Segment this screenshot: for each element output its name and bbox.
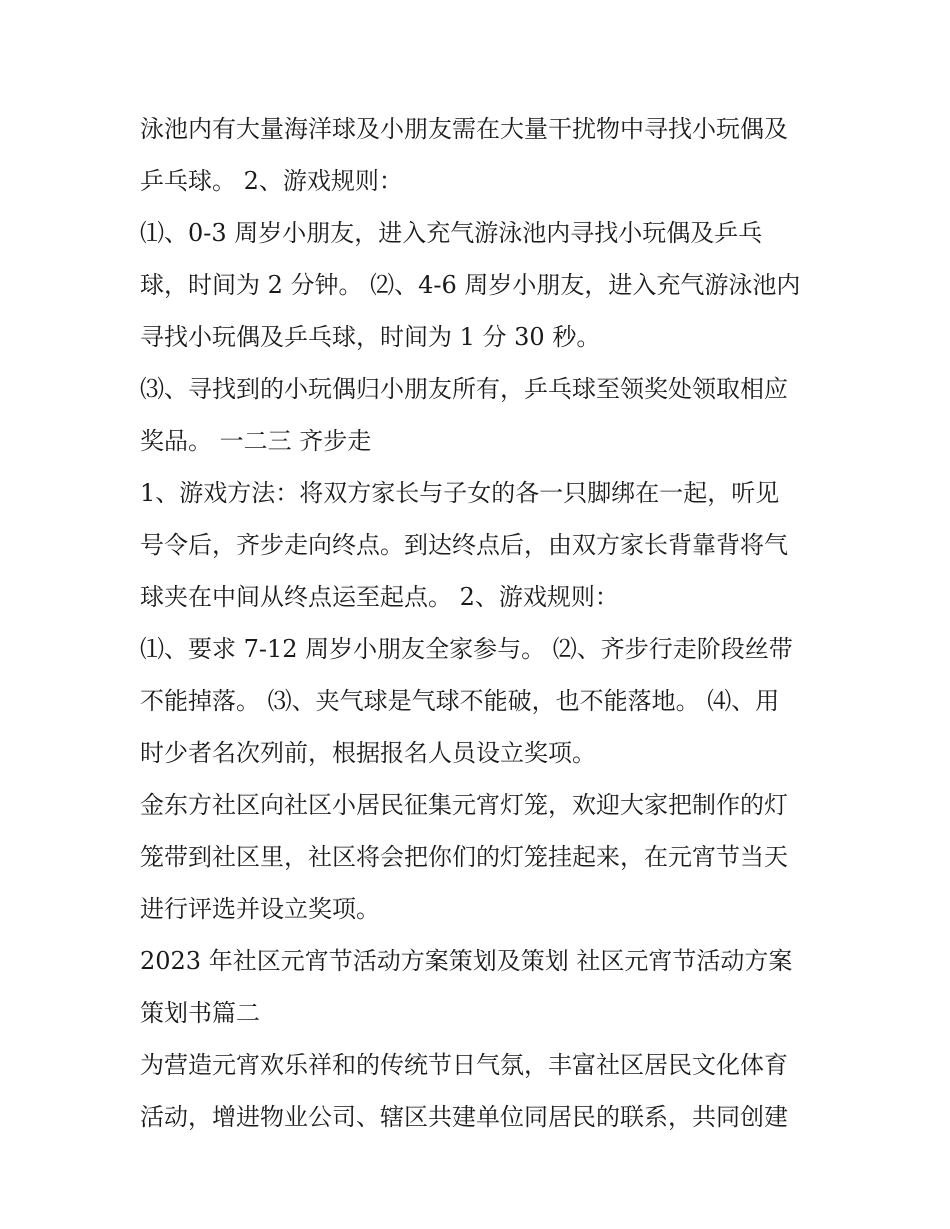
text-line: ⑴、0-3 周岁小朋友，进入充气游泳池内寻找小玩偶及乒乓 [140,219,763,247]
text-line: 进行评选并设立奖项。 [140,895,380,923]
text-line: 时少者名次列前，根据报名人员设立奖项。 [140,739,596,767]
text-line: 策划书篇二 [140,999,260,1027]
text-line: 球，时间为 2 分钟。 ⑵、4-6 周岁小朋友，进入充气游泳池内 [140,271,801,299]
text-line: 为营造元宵欢乐祥和的传统节日气氛，丰富社区居民文化体育 [140,1051,788,1079]
text-line: 金东方社区向社区小居民征集元宵灯笼，欢迎大家把制作的灯 [140,791,788,819]
document-body [140,103,830,1143]
text-line: 2023 年社区元宵节活动方案策划及策划 社区元宵节活动方案 [140,947,793,975]
text-line: 寻找小玩偶及乒乓球，时间为 1 分 30 秒。 [140,323,601,351]
text-line: ⑶、寻找到的小玩偶归小朋友所有，乒乓球至领奖处领取相应 [140,375,788,403]
text-line: 球夹在中间从终点运至起点。 2、游戏规则： [140,583,619,611]
text-line: 笼带到社区里，社区将会把你们的灯笼挂起来，在元宵节当天 [140,843,788,871]
text-line: 1、游戏方法：将双方家长与子女的各一只脚绑在一起，听见 [140,479,780,507]
text-line: 奖品。 一二三 齐步走 [140,427,372,455]
text-line: 乒乓球。 2、游戏规则： [140,167,403,195]
text-line: 活动，增进物业公司、辖区共建单位同居民的联系，共同创建 [140,1103,788,1131]
text-line: 号令后，齐步走向终点。到达终点后，由双方家长背靠背将气 [140,531,788,559]
text-line: ⑴、要求 7-12 周岁小朋友全家参与。 ⑵、齐步行走阶段丝带 [140,635,793,663]
text-line: 泳池内有大量海洋球及小朋友需在大量干扰物中寻找小玩偶及 [140,115,788,143]
text-line: 不能掉落。 ⑶、夹气球是气球不能破，也不能落地。 ⑷、用 [140,687,780,715]
